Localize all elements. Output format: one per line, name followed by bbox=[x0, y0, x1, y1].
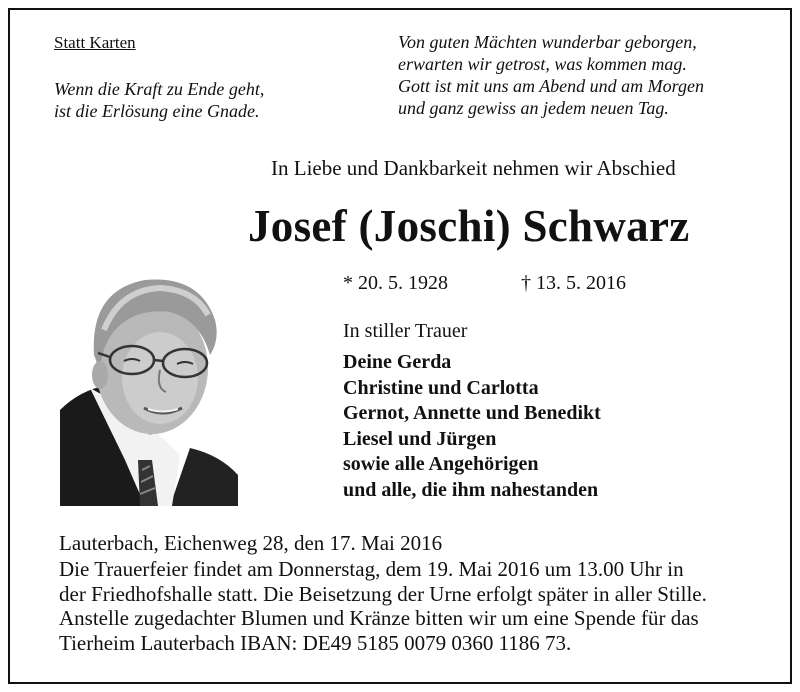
mourner-entry: und alle, die ihm nahestanden bbox=[343, 478, 599, 501]
portrait-photo bbox=[60, 260, 238, 506]
funeral-info-line: Anstelle zugedachter Blumen und Kränze bitten wir um eine Spende für das bbox=[59, 606, 699, 630]
quote-right-line: und ganz gewiss an jedem neuen Tag. bbox=[398, 98, 669, 118]
mourner-entry: Gernot, Annette und Benedikt bbox=[343, 402, 601, 424]
funeral-info-line: Die Trauerfeier findet am Donnerstag, dem 19. Mai 2016 um 13.00 Uhr in bbox=[59, 557, 684, 581]
statt-karten-label: Statt Karten bbox=[54, 33, 136, 52]
birth-date: * 20. 5. 1928 bbox=[343, 272, 448, 294]
quote-right-line: Von guten Mächten wunderbar geborgen, bbox=[398, 32, 697, 52]
intro-text: In Liebe und Dankbarkeit nehmen wir Abschied bbox=[271, 156, 676, 180]
funeral-info-line: der Friedhofshalle statt. Die Beisetzung der Urne erfolgt später in aller Stille. bbox=[59, 581, 707, 606]
quote-left bbox=[54, 78, 264, 122]
mourner-entry: Deine Gerda bbox=[343, 351, 452, 373]
mourner-entry: Christine und Carlotta bbox=[343, 376, 539, 399]
mourners-list bbox=[343, 350, 601, 503]
funeral-info bbox=[59, 557, 707, 655]
quote-left-line: ist die Erlösung eine Gnade. bbox=[54, 101, 260, 121]
quote-right bbox=[398, 31, 704, 119]
quote-left-line: Wenn die Kraft zu Ende geht, bbox=[54, 79, 265, 99]
place-date: Lauterbach, Eichenweg 28, den 17. Mai 2016 bbox=[59, 531, 443, 555]
quote-right-line: Gott ist mit uns am Abend und am Morgen bbox=[398, 76, 704, 96]
funeral-info-line: Tierheim Lauterbach IBAN: DE49 5185 0079 0360 1186 73. bbox=[59, 630, 572, 655]
deceased-name: Josef (Joschi) Schwarz bbox=[248, 201, 690, 251]
mourner-entry: sowie alle Angehörigen bbox=[343, 453, 539, 475]
death-date: † 13. 5. 2016 bbox=[521, 272, 626, 294]
quote-right-line: erwarten wir getrost, was kommen mag. bbox=[398, 54, 687, 74]
mourning-label: In stiller Trauer bbox=[343, 320, 468, 342]
mourner-entry: Liesel und Jürgen bbox=[343, 427, 497, 450]
